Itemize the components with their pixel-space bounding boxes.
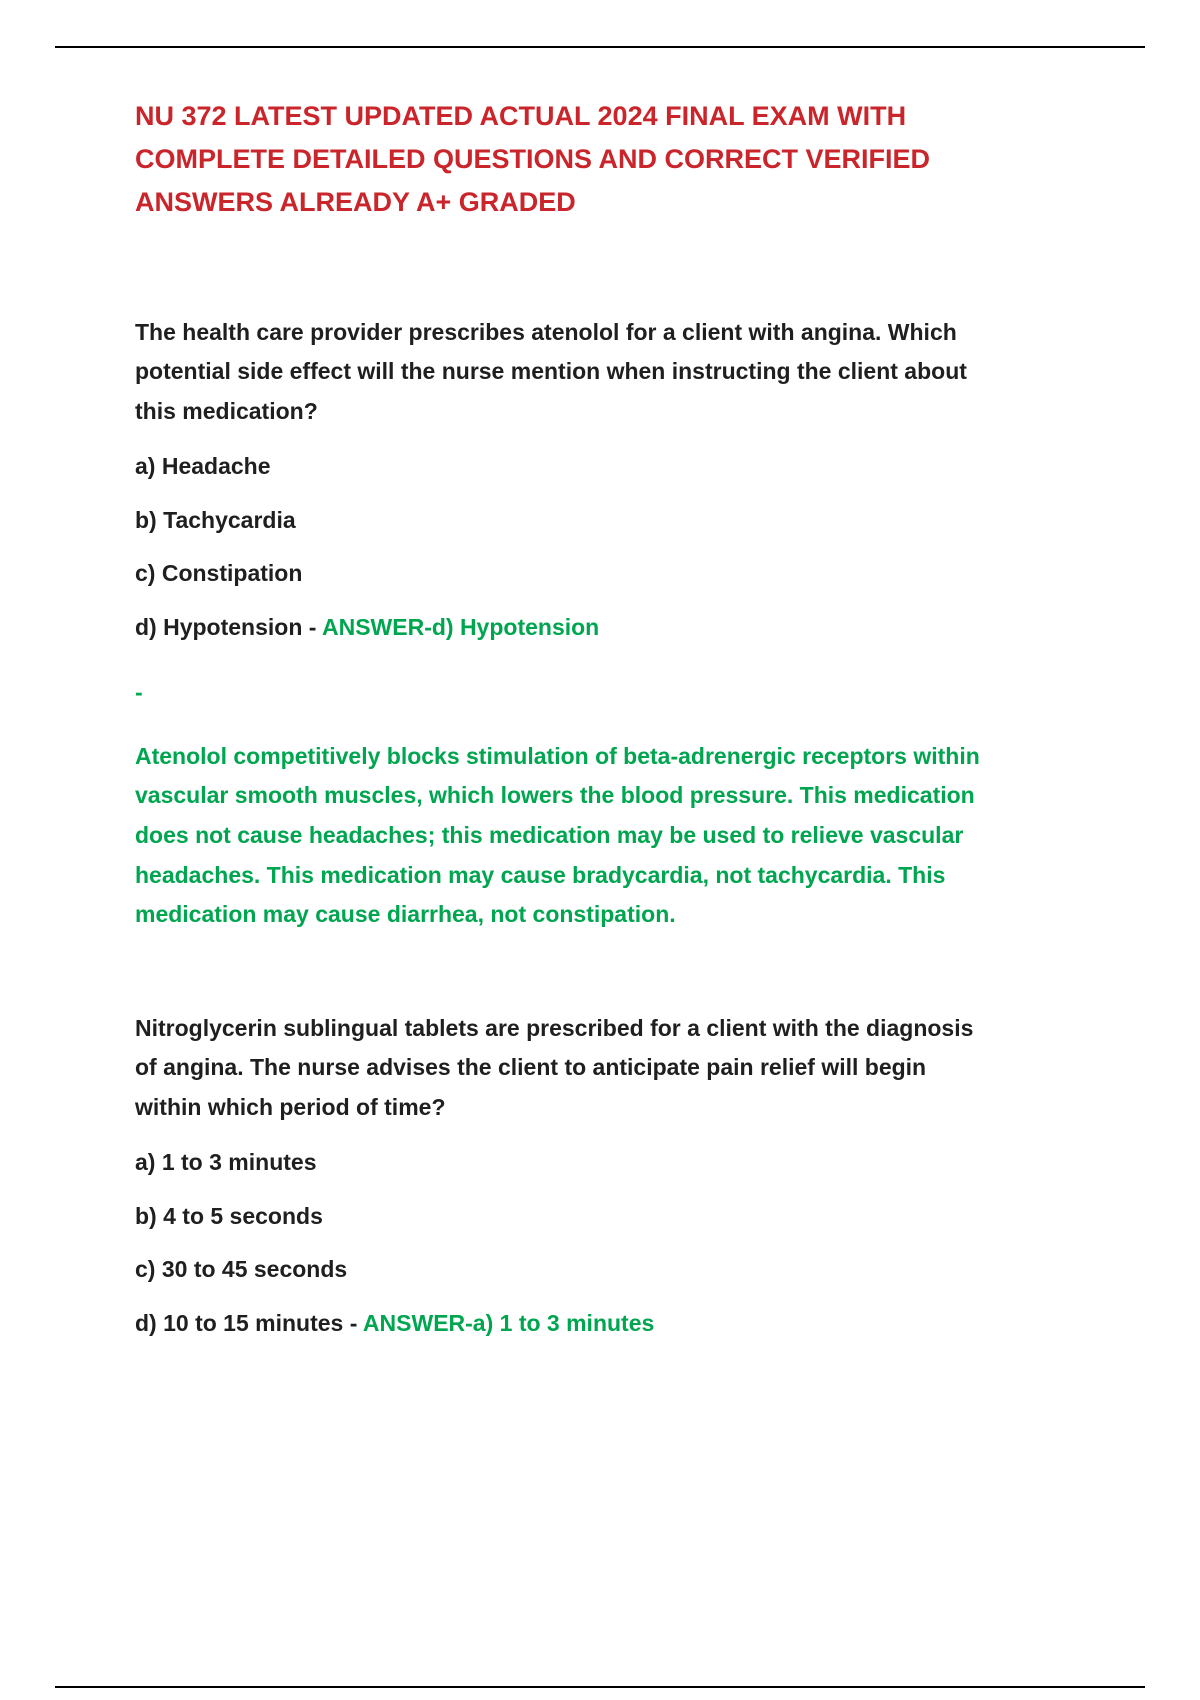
answer-text: ANSWER-a) 1 to 3 minutes (362, 1309, 655, 1336)
option-d-with-answer (135, 1304, 995, 1344)
option-d-with-answer (135, 608, 995, 648)
question-text: Nitroglycerin sublingual tablets are prescribed for a client with the diagnosis of angina. The nurse advises the client to anticipate pain relief will begin within which period of time? (135, 1014, 974, 1120)
dash-line: - (135, 679, 143, 706)
option-b: b) Tachycardia (135, 506, 296, 533)
top-rule (55, 46, 1145, 48)
question-block-1 (135, 313, 995, 935)
option-d-label: d) 10 to 15 minutes - (135, 1309, 363, 1336)
option-d-label: d) Hypotension - (135, 613, 322, 640)
question-text: The health care provider prescribes atenolol for a client with angina. Which potential side effect will the nurse mention when instructing the client about this medication? (135, 318, 967, 424)
document-title: NU 372 LATEST UPDATED ACTUAL 2024 FINAL EXAM WITH COMPLETE DETAILED QUESTIONS AND CORRECT VERIFIED ANSWERS ALREADY A+ GRADED (135, 101, 931, 218)
option-c: c) Constipation (135, 560, 303, 587)
bottom-rule (55, 1686, 1145, 1688)
option-a: a) Headache (135, 453, 271, 480)
option-c: c) 30 to 45 seconds (135, 1256, 348, 1283)
option-b: b) 4 to 5 seconds (135, 1202, 323, 1229)
answer-text: ANSWER-d) Hypotension (321, 613, 600, 640)
explanation-text: Atenolol competitively blocks stimulation of beta-adrenergic receptors within vascular smooth muscles, which lowers the blood pressure. This medication does not cause headaches; this medication may be used to relieve vascular headaches. This medication may cause bradycardia, not tachycardia. This medication may cause diarrhea, not constipation. (135, 742, 980, 928)
option-a: a) 1 to 3 minutes (135, 1149, 317, 1176)
question-block-2 (135, 1009, 995, 1344)
